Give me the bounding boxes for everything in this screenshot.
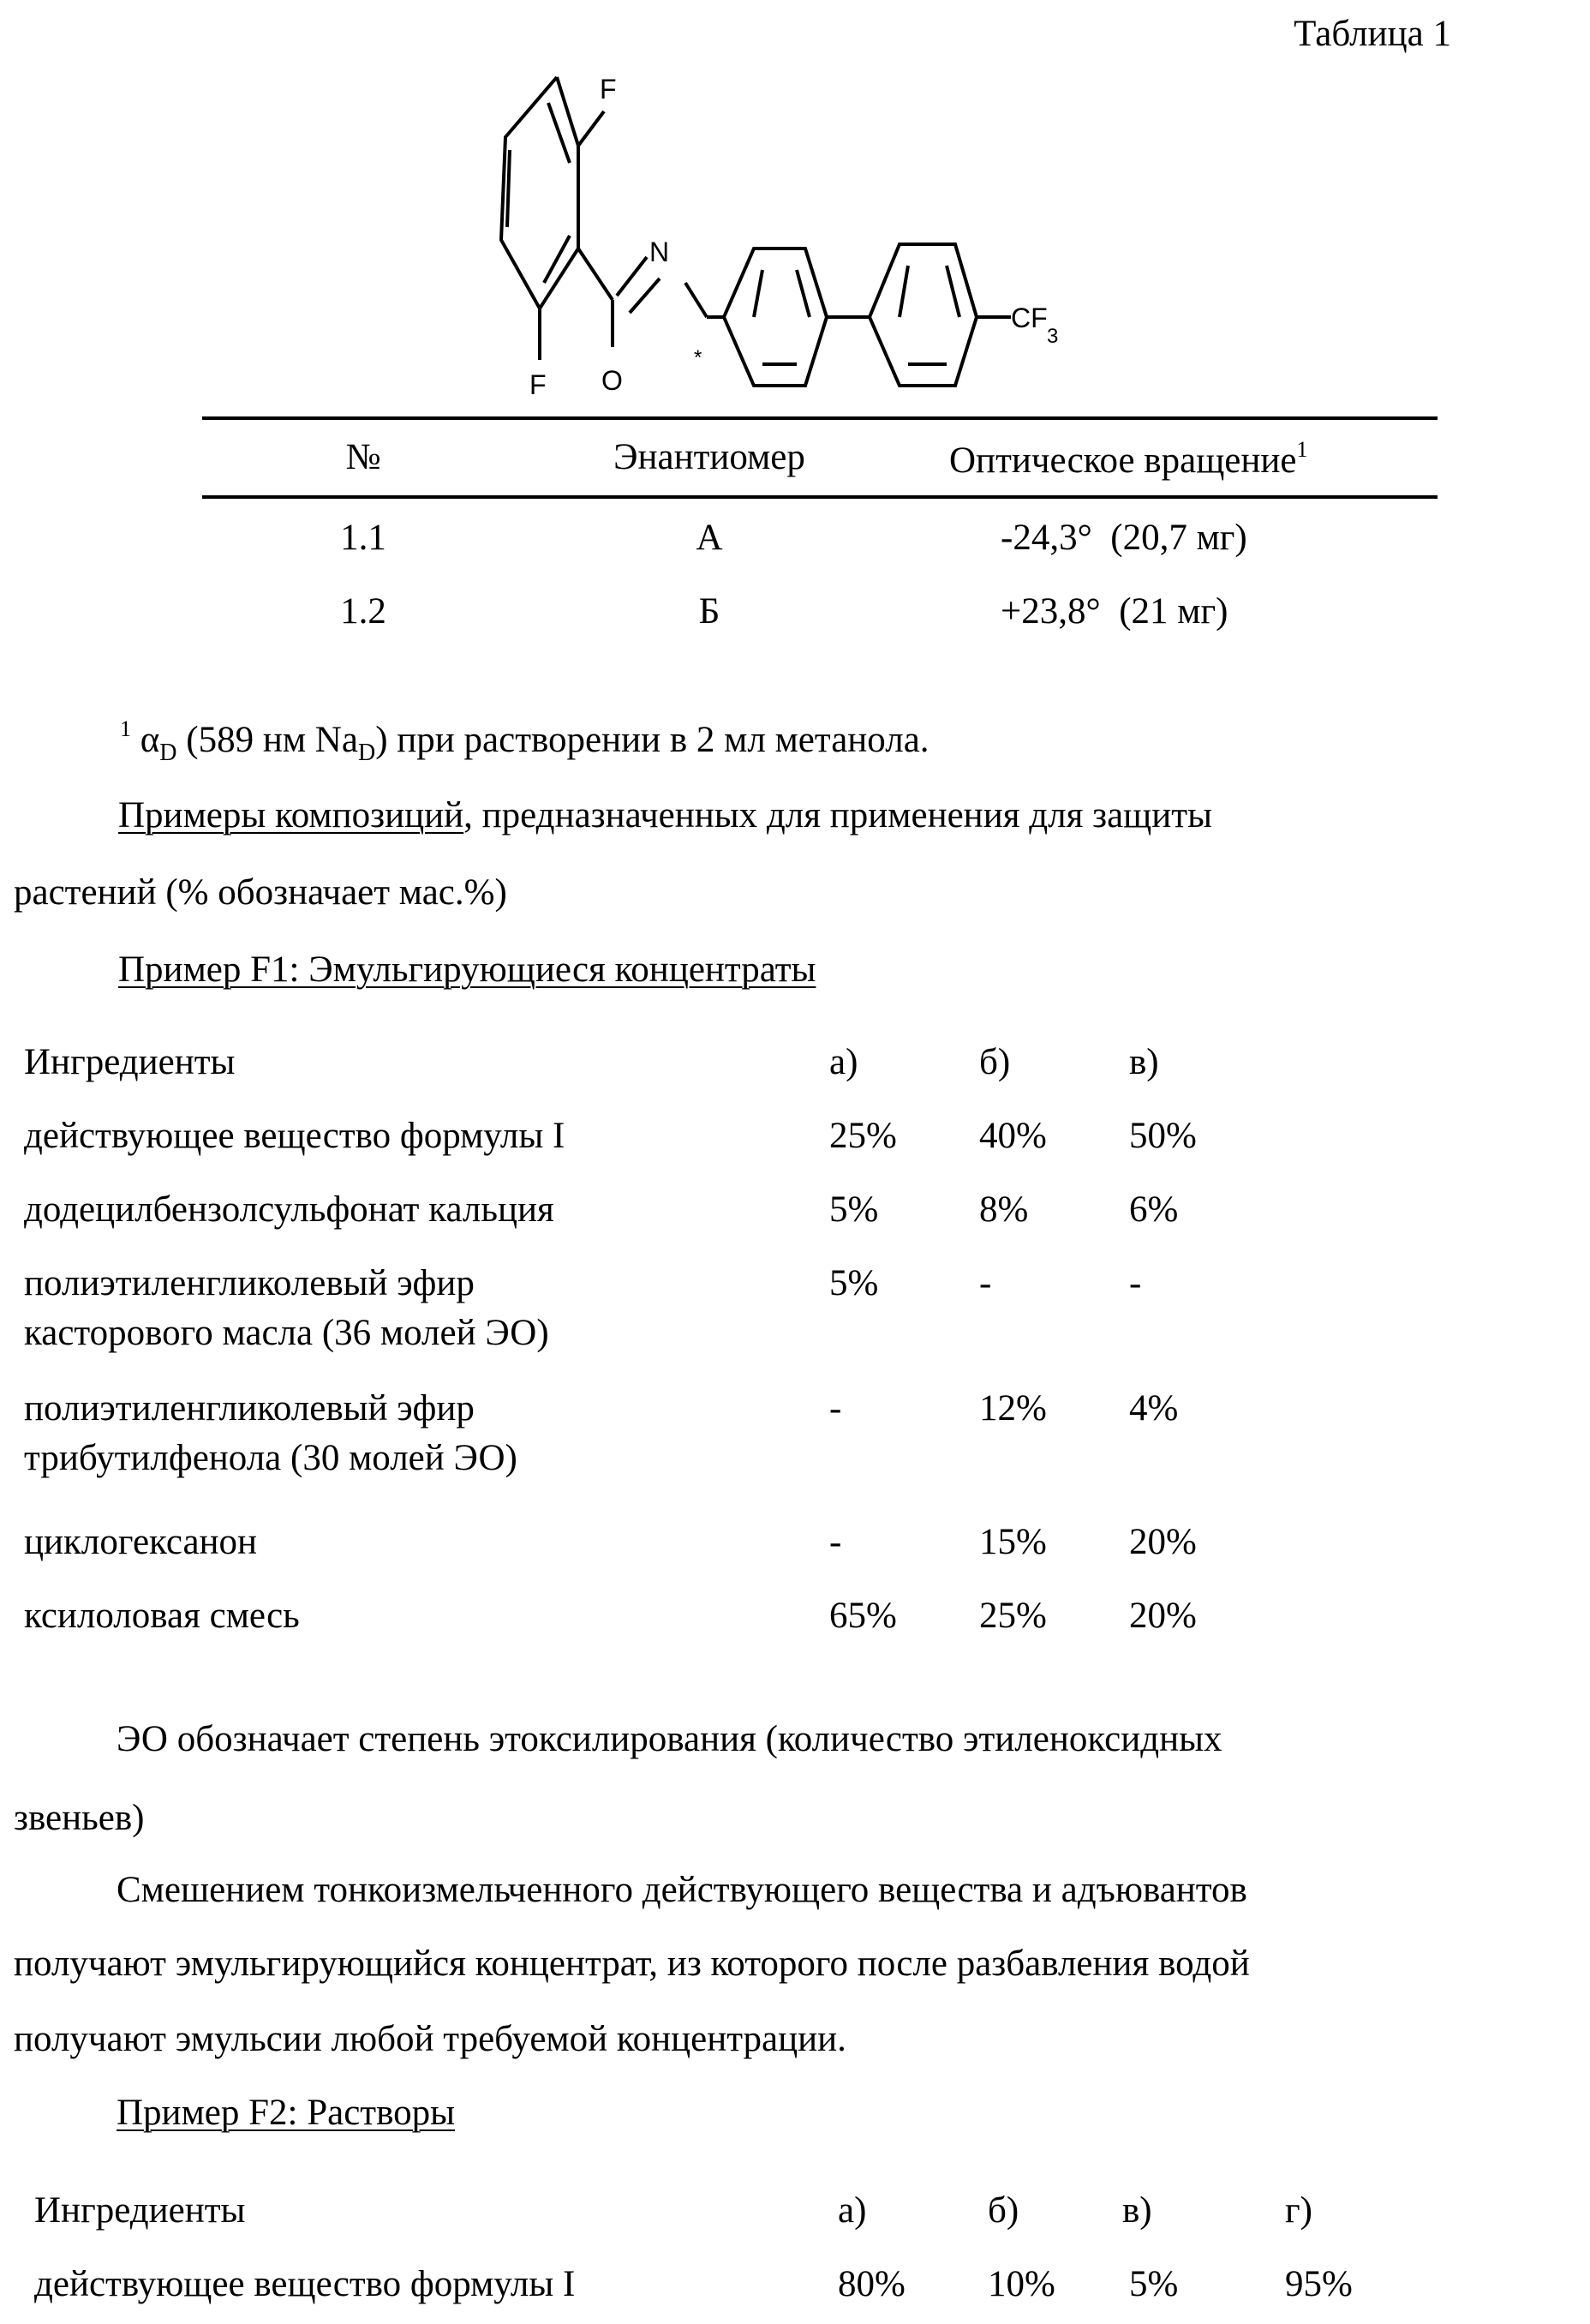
f1-row-1-value-b: 40% [979,1117,1047,1154]
intro-underlined: Примеры композиций [118,795,463,836]
rotation-value: +23,8° [1001,591,1101,632]
f2-col-c: в) [1122,2192,1152,2229]
f1-row-4-value-c: 4% [1129,1390,1178,1427]
f1-row-3-name-line-2: касторового масла (36 молей ЭО) [24,1315,549,1351]
f1-row-3-value-c: - [1129,1265,1141,1302]
f1-col-c: в) [1129,1044,1159,1081]
table-top-rule [202,416,1438,420]
f2-col-a: а) [838,2192,866,2229]
f1-row-4-name: полиэтиленгликолевый эфир [24,1390,475,1427]
intro-line-1 [118,797,1212,834]
rotation-value: -24,3° [1001,518,1092,558]
footnote-text-1: (589 нм Na [186,720,358,760]
f1-col-ingredients: Ингредиенты [24,1044,235,1081]
f2-col-b: б) [988,2192,1019,2229]
atom-label-f-top: F [600,74,617,105]
footnote [120,718,929,765]
table-row-2-no: 1.2 [340,593,386,630]
table-row-2-enantiomer: Б [699,593,720,630]
rotation-header-text: Оптическое вращение [949,440,1297,481]
footnote-ref: 1 [1297,437,1308,462]
mixing-line-1: Смешением тонкоизмельченного действующего вещества и адъювантов [117,1872,1247,1908]
table-header-rotation [949,439,1308,479]
stereocenter-mark: * [694,346,702,369]
f1-row-1-value-a: 25% [829,1117,897,1154]
f2-col-ingredients: Ингредиенты [34,2192,245,2229]
f2-row-1-d: 95% [1285,2266,1353,2303]
table-row-1-enantiomer: А [696,519,722,556]
mixing-line-3: получают эмульсии любой требуемой концентрации. [14,2021,846,2057]
f1-row-6-value-a: 65% [829,1597,897,1634]
f1-row-2-name: додецилбензолсульфонат кальция [24,1191,554,1228]
f1-row-4-value-a: - [829,1390,841,1427]
table-header-rule [202,495,1438,499]
f1-row-1-value-c: 50% [1129,1117,1197,1154]
f1-row-5-name: циклогексанон [24,1524,257,1560]
f1-row-6-value-b: 25% [979,1597,1047,1634]
footnote-text-2: ) при растворении в 2 мл метанола. [375,720,929,760]
f2-row-1-name: действующее вещество формулы I [34,2266,575,2303]
atom-label-o: O [601,365,623,396]
f1-row-6-value-c: 20% [1129,1597,1197,1634]
na-subscript: D [358,740,375,766]
sample-mass: (21 мг) [1119,591,1228,632]
table-header-enantiomer: Энантиомер [613,439,805,476]
atom-label-cf: CF [1011,302,1048,333]
table-header-no: № [345,439,380,476]
f1-row-5-value-a: - [829,1524,841,1560]
f1-row-5-value-b: 15% [979,1524,1047,1560]
example-f2-heading: Пример F2: Растворы [117,2094,455,2131]
table-row-2-rotation [1001,593,1228,630]
f1-row-2-value-c: 6% [1129,1191,1178,1228]
structure-labels [529,74,1058,400]
f2-col-d: г) [1285,2192,1312,2229]
f1-row-2-value-a: 5% [829,1191,878,1228]
example-f1-heading: Пример F1: Эмульгирующиеся концентраты [118,951,816,988]
f1-row-3-name: полиэтиленгликолевый эфир [24,1265,475,1302]
atom-label-f-bottom: F [529,369,547,400]
eo-note-line-1: ЭО обозначает степень этоксилирования (количество этиленоксидных [117,1721,1222,1758]
footnote-mark: 1 [120,716,131,741]
f1-row-2-value-b: 8% [979,1191,1028,1228]
f1-row-5-value-c: 20% [1129,1524,1197,1560]
alpha-symbol: α [140,720,160,760]
structure-bonds [501,77,1011,386]
f1-row-4-name-line-2: трибутилфенола (30 молей ЭО) [24,1440,517,1476]
atom-label-cf-subscript: 3 [1047,325,1058,348]
f1-row-1-name: действующее вещество формулы I [24,1117,565,1154]
atom-label-n: N [649,237,669,267]
mixing-line-2: получают эмульгирующийся концентрат, из которого после разбавления водой [14,1945,1250,1982]
table-caption: Таблица 1 [1294,15,1451,52]
f1-row-3-value-b: - [979,1265,991,1302]
table-row-1-no: 1.1 [340,519,386,556]
chemical-structure [463,51,1268,326]
intro-rest: , предназначенных для применения для защиты [463,795,1212,836]
f1-row-6-name: ксилоловая смесь [24,1597,300,1634]
f2-row-1-c: 5% [1129,2266,1178,2303]
f1-col-a: а) [829,1044,858,1081]
intro-line-2: растений (% обозначает мас.%) [14,874,507,911]
table-row-1-rotation [1001,519,1247,556]
eo-note-line-2: звеньев) [14,1800,144,1836]
sample-mass: (20,7 мг) [1110,518,1247,558]
f2-row-1-b: 10% [988,2266,1055,2303]
f1-row-4-value-b: 12% [979,1390,1047,1427]
f1-col-b: б) [979,1044,1010,1081]
alpha-subscript: D [159,740,176,766]
f2-row-1-a: 80% [838,2266,906,2303]
f1-row-3-value-a: 5% [829,1265,878,1302]
